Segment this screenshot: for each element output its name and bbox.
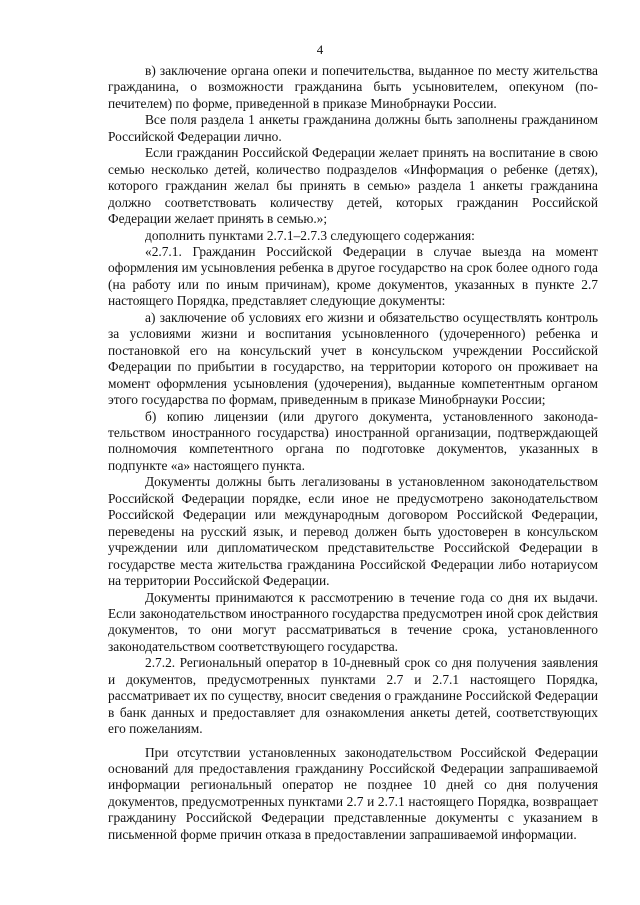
paragraph-2-7-1-b: б) копию лицензии (или другого документа, установленного законодательством иностранного государства) иностранной организации, подтверждающей полномочия компетентного органа по подготовке документов, указанных в подпункте «а» настоящего пункта. xyxy=(108,408,598,473)
page-number: 4 xyxy=(316,42,324,57)
paragraph-amendment-intro: дополнить пунктами 2.7.1–2.7.3 следующего содержания: xyxy=(145,227,475,243)
document-body xyxy=(108,63,598,843)
paragraph-section1-fields: Все поля раздела 1 анкеты гражданина должны быть заполнены гражданином Российской Федерации лично. xyxy=(108,112,598,144)
paragraph-refusal: При отсутствии установленных законодательством Российской Федерации оснований для предоставления гражданину Российской Федерации запрашиваемой информации региональный оператор не позднее 10 дней со дня получения документов, предусмотренных пунктами 2.7 и 2.7.1 настоящего Порядка, возвращает гражданину Российской Федерации представленные документы с указанием в письменной форме причин отказа в предоставлении запрашиваемой информации. xyxy=(108,744,598,842)
paragraph-v-opeka-conclusion: в) заключение органа опеки и попечительства, выданное по месту жительства гражданина, о возможности гражданина быть усыновителем, опекуном (попечителем) по форме, приведенной в приказе Минобрнауки России. xyxy=(108,63,598,111)
paragraph-spacer xyxy=(108,738,598,745)
paragraph-legalization: Документы должны быть легализованы в установленном законодательством Российской Федерации порядке, если иное не предусмотрено законодательством Российской Федерации или международным договором Российской Федерации, переведены на русский язык, и перевод должен быть удостоверен в консульском учреждении или дипломатическом представительстве Российской Федерации в государстве места жительства гражданина Российской Федерации либо нотариусом на территории Российской Федерации. xyxy=(108,474,598,589)
paragraph-2-7-1: «2.7.1. Гражданин Российской Федерации в случае выезда на момент оформления им усыновления ребенка в другое государство на срок более одного года (на работу или по иным причинам), кроме документов, указанных в пункте 2.7 настоящего Порядка, представляет следующие документы: xyxy=(108,243,598,309)
paragraph-validity-period: Документы принимаются к рассмотрению в течение года со дня их выдачи. Если законодательством иностранного государства предусмотрен иной срок действия документов, то они могут рассматриваться в течение срока, установленного законодательством соответствующего государства. xyxy=(108,589,598,654)
paragraph-several-children: Если гражданин Российской Федерации желает принять на воспитание в свою семью несколько детей, количество подразделов «Информация о ребенке (детях), которого гражданин желал бы принять в семью» раздела 1 анкеты гражданина должно соответствовать количеству детей, которых гражданин Российской Федерации желает принять в семью.»; xyxy=(108,145,598,227)
paragraph-2-7-1-a: а) заключение об условиях его жизни и обязательство осуществлять контроль за условиями жизни и воспитания усыновленного (удочеренного) ребенка и постановкой его на консульский учет в консульском учреждении Российской Федерации по прибытии в государство, на территории которого он проживает на момент оформления усыновления (удочерения), выданные компетентным органом этого государства по формам, приведенным в приказе Минобрнауки России; xyxy=(108,309,598,408)
paragraph-2-7-2: 2.7.2. Региональный оператор в 10-дневный срок со дня получения заявления и документов, предусмотренных пунктами 2.7 и 2.7.1 настоящего Порядка, рассматривает их по существу, вносит сведения о гражданине Российской Федерации в банк данных и предоставляет для ознакомления анкеты детей, соответствующих его пожеланиям. xyxy=(108,655,598,737)
